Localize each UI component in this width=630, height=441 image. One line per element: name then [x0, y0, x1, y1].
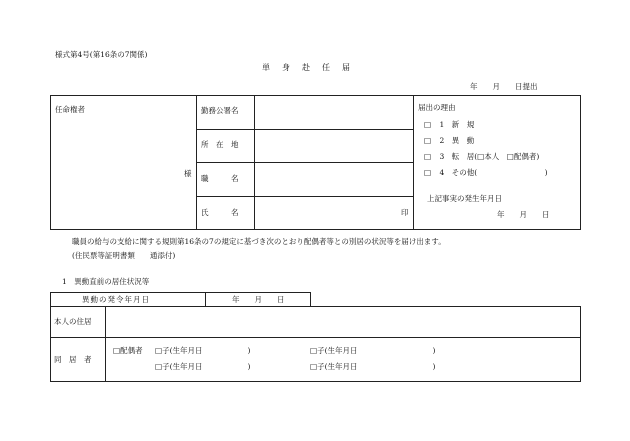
checkbox-new[interactable]: □ — [424, 120, 432, 129]
transfer-date-value: 年 月 日 — [232, 295, 285, 304]
reason-option-relocation-label: 3 転 居(□本人 □配偶者) — [439, 152, 540, 161]
seal-mark: 印 — [401, 208, 409, 217]
cohab-child-1[interactable]: □子(生年月日 ) — [155, 346, 251, 355]
appointer-label: 任命権者 — [55, 105, 85, 114]
reason-option-new[interactable] — [424, 121, 474, 129]
reason-option-transfer-label: 2 異 動 — [439, 136, 475, 145]
address-label: 所 在 地 — [201, 140, 239, 149]
residence-label: 本人の住居 — [54, 317, 92, 326]
appointer-suffix: 様 — [184, 169, 192, 178]
office-name-label: 勤務公署名 — [201, 106, 239, 115]
cohab-child-2[interactable]: □子(生年月日 ) — [310, 346, 436, 355]
reason-option-new-label: 1 新 規 — [439, 120, 475, 129]
cohab-spouse[interactable]: □配偶者 — [113, 346, 143, 355]
reason-option-other[interactable] — [424, 169, 548, 177]
checkbox-transfer[interactable]: □ — [424, 136, 432, 145]
transfer-date-label: 異動の発令年月日 — [82, 295, 150, 304]
cohab-child-3[interactable]: □子(生年月日 ) — [155, 362, 251, 371]
name-label: 氏 名 — [201, 208, 239, 217]
form-title: 単 身 赴 任 届 — [262, 63, 352, 72]
checkbox-relocation[interactable]: □ — [424, 152, 432, 161]
notice-text: 職員の給与の支給に関する規則第16条の7の規定に基づき次のとおり配偶者等との別居の状況等を届け出ます。 — [72, 237, 446, 246]
section-1-heading: 1 異動直前の居住状況等 — [62, 277, 150, 286]
submit-date: 年 月 日提出 — [470, 82, 538, 91]
reason-option-other-label: 4 その他( ) — [439, 168, 548, 177]
cohabitants-label: 同 居 者 — [54, 355, 92, 364]
occurrence-date: 年 月 日 — [497, 210, 550, 219]
form-reference: 様式第4号(第16条の7関係) — [55, 50, 148, 59]
reason-option-relocation[interactable] — [424, 153, 539, 161]
occurrence-date-label: 上記事実の発生年月日 — [427, 194, 502, 203]
position-label: 職 名 — [201, 174, 239, 183]
reason-heading: 届出の理由 — [418, 103, 456, 112]
reason-option-transfer[interactable] — [424, 137, 474, 145]
cohab-child-4[interactable]: □子(生年月日 ) — [310, 362, 436, 371]
checkbox-other[interactable]: □ — [424, 168, 432, 177]
attachment-note: (住民票等証明書類 通添付) — [72, 251, 176, 260]
